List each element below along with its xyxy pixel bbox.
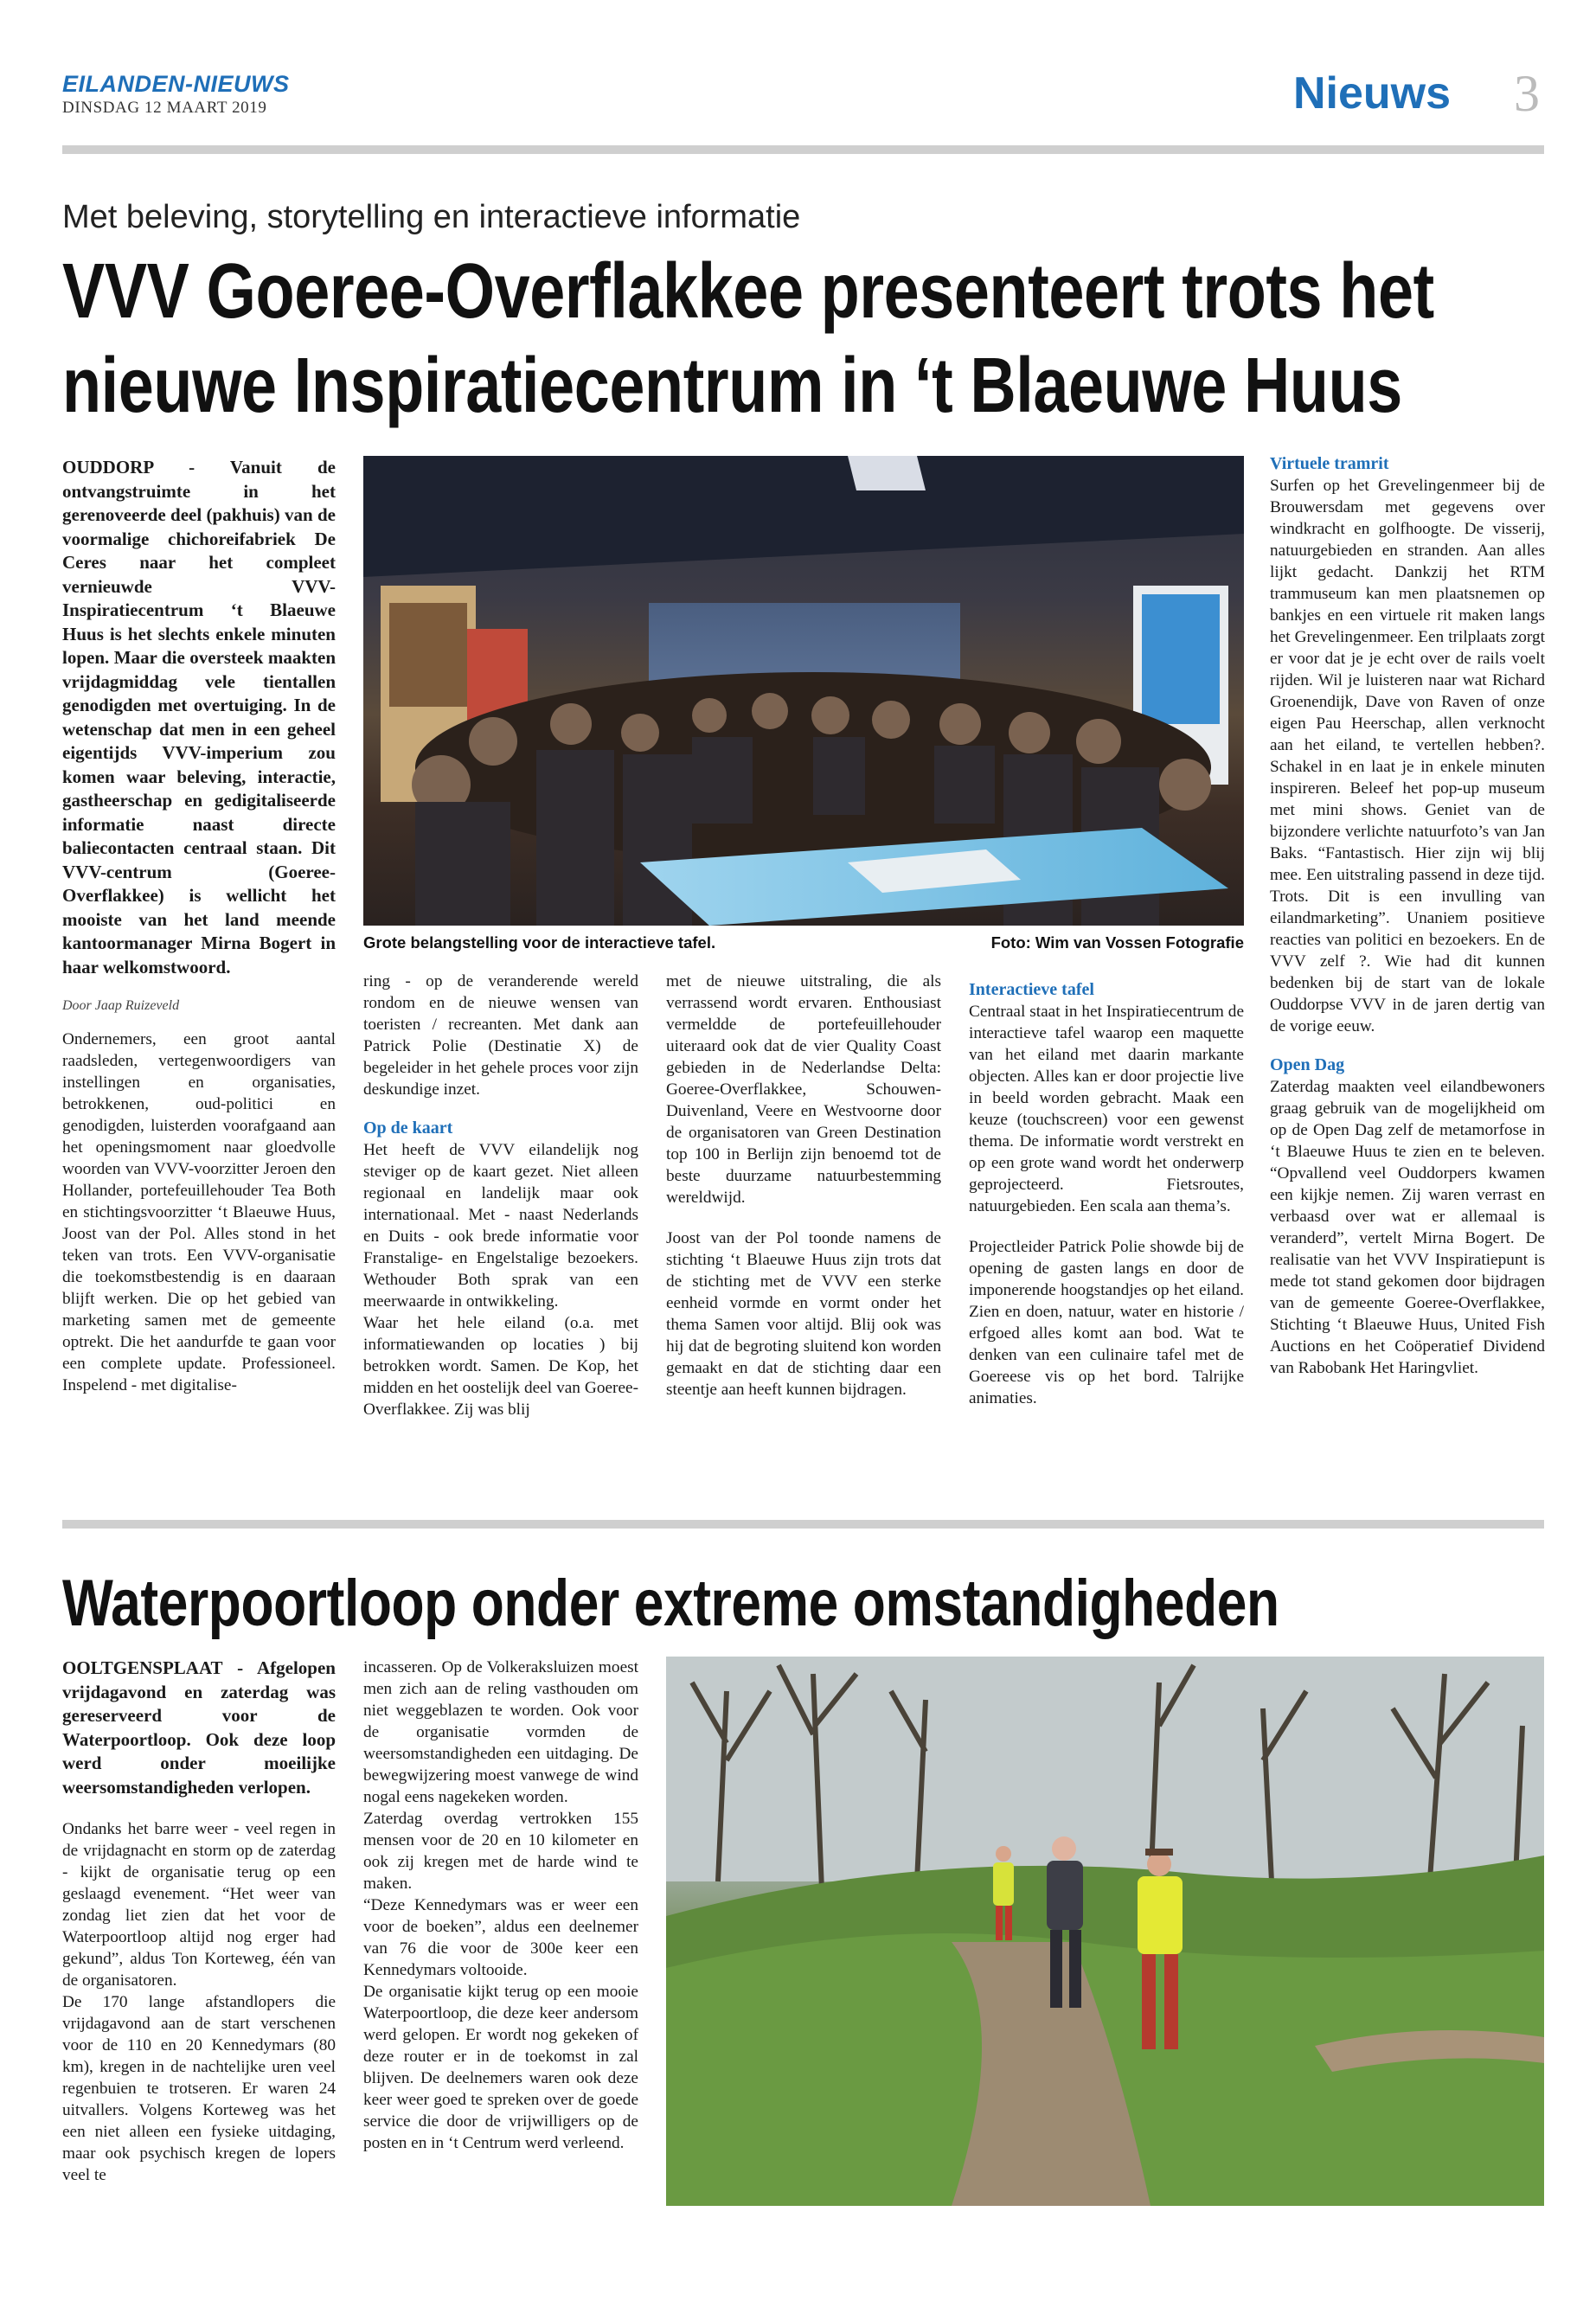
walkers-photo-illustration bbox=[666, 1657, 1544, 2206]
article-body: Zaterdag overdag vertrokken 155 mensen voor de 20 en 10 kilometer en ook zij kregen met de harde wind te maken. bbox=[363, 1810, 638, 1893]
article-body: met de nieuwe uitstraling, die als verrassend wordt ervaren. Enthousiast vermeldde de portefeuillehouder uiteraard ook dat de vier Quality Coast gebieden in de Nederlandse Delta: Goeree-Overflakkee, Schouwen-Duivenland, Veere en Westvoorne door de organisatoren van Green Destination top 100 in Berlijn zijn benoemd tot de beste duurzame natuurbestemming wereldwijd. bbox=[666, 972, 941, 1207]
article-body: Waar het hele eiland (o.a. met informatiewanden op locaties ) bij betrokken wordt. Samen. De Kop, het midden en het oostelijk deel van Goeree-Overflakkee. Zij was blij bbox=[363, 1314, 638, 1419]
article-body: Ondanks het barre weer - veel regen in de vrijdagnacht en storm op de zaterdag - kijkt de organisatie terug op een geslaagd evenement. “Het weer van zondag liet zien dat het voor de Waterpoortloop altijd nog erger had gekund”, aldus Ton Korteweg, één van de organisatoren. bbox=[62, 1820, 336, 1990]
section-title: Nieuws bbox=[1293, 68, 1452, 119]
issue-date: DINSDAG 12 MAART 2019 bbox=[62, 99, 267, 117]
masthead-logo: EILANDEN-NIEUWS bbox=[62, 71, 290, 97]
article-body: De organisatie kijkt terug op een mooie Waterpoortloop, die deze keer andersom werd gelopen. Er wordt nog gekeken of deze router er in de toekomst in zal blijven. De deelnemers waren ook deze keer weer goed te spreken over de goede service die door de vrijwilligers op de posten en in ‘t Centrum werd verleend. bbox=[363, 1983, 638, 2152]
article-kicker: Met beleving, storytelling en interactieve informatie bbox=[62, 199, 801, 235]
article1-column-4 bbox=[969, 979, 1244, 1409]
page-number: 3 bbox=[1514, 65, 1540, 122]
article-headline-line1: VVV Goeree-Overflakkee presenteert trots het bbox=[62, 248, 1434, 335]
article-body: De 170 lange afstandlopers die vrijdagavond aan de start verschenen voor de 110 en 20 Kennedymars (80 km), kregen in de nachtelijke uren veel regenbuien te trotseren. Er waren 24 uitvallers. Volgens Korteweg was het een niet alleen een fysieke uitdaging, maar ook psychisch kregen de lopers veel te bbox=[62, 1993, 336, 2184]
photo-caption: Grote belangstelling voor de interactieve tafel. bbox=[363, 933, 716, 952]
article-body: Zaterdag maakten veel eilandbewoners graag gebruik van de mogelijkheid om op de Open Dag zelf de metamorfose in ‘t Blaeuwe Huus te zien en te beleven. “Opvallend veel Ouddorpers kwamen een kijkje nemen. Zij waren verrast en verbaasd over wat er allemaal is veranderd”, vertelt Mirna Bogert. De realisatie van het VVV Inspiratiepunt is mede tot stand gekomen door bijdragen van de gemeente Goeree-Overflakkee, Stichting ‘t Blaeuwe Huus, United Fish Auctions en het Coöperatief Dividend van Rabobank Het Haringvliet. bbox=[1270, 1078, 1545, 1377]
article1-column-2 bbox=[363, 971, 638, 1420]
article1-column-1 bbox=[62, 456, 336, 1396]
subheading-open-dag: Open Dag bbox=[1270, 1055, 1345, 1074]
article-body: Centraal staat in het Inspiratiecentrum de interactieve tafel waarop een maquette van het eiland met daarin markante objecten. Alles kan er door projectie live in beeld worden gebracht. Maak een keuze (touchscreen) voor een gewenst thema. De informatie wordt verstrekt en op een grote wand wordt het onderwerp geprojecteerd. Fietsroutes, natuurgebieden. Een scala aan thema’s. bbox=[969, 1003, 1244, 1215]
header-rule bbox=[62, 145, 1544, 154]
article2-lead: OOLTGENSPLAAT - Afgelopen vrijdagavond en zaterdag was gereserveerd voor de Waterpoortloop. Ook deze loop werd onder moeilijke weersomstandigheden verlopen. bbox=[62, 1657, 336, 1798]
article2-headline: Waterpoortloop onder extreme omstandigheden bbox=[62, 1567, 1279, 1640]
article-body: Surfen op het Grevelingenmeer bij de Brouwersdam met gegevens over windkracht en golfhoogte. De visserij, natuurgebieden en stranden. Aan alles lijkt gedacht. Dankzij het RTM trammuseum kan men plaatsnemen op bankjes en een virtuele rit maken langs het Grevelingenmeer. Een trilplaats zorgt er voor dat je je echt over de rails voelt rijden. Wil je luisteren naar wat Richard Groenendijk, Dave von Raven of onze eigen Pau Heerschap, allen verknocht aan het eiland, te vertellen hebben?. Schakel in en laat je in enkele minuten inspireren. Beleef het pop-up museum met mini shows. Geniet van de bijzondere verlichte natuurfoto’s van Jan Baks. “Fantastisch. Hier zijn wij blij mee. Een uitstraling passend in deze tijd. Trots. Dit is een invulling van eilandmarketing”. Unaniem positieve reacties van politici en bezoekers. En de VVV zelf ?. Wie had dit kunnen bedenken bij de start van de lokale Ouddorpse VVV in de jaren dertig van de vorige eeuw. bbox=[1270, 477, 1545, 1035]
article-body: incasseren. Op de Volkeraksluizen moest men zich aan de reling vasthouden om niet weggeblazen te worden. Ook voor de organisatie vormden de weersomstandigheden een uitdaging. De bewegwijzering moest vanwege de wind nogal eens nagekeken worden. bbox=[363, 1658, 638, 1806]
photo-credit: Foto: Wim van Vossen Fotografie bbox=[990, 933, 1244, 952]
article2-column-1 bbox=[62, 1657, 336, 2186]
article-body: Projectleider Patrick Polie showde bij de opening de gasten langs en door de imponerende hoogstandjes op het eiland. Zien en doen, natuur, water en historie / erfgoed alles komt aan bod. Wat te denken van een culinaire tafel met de Goereese vis op het bord. Talrijke animaties. bbox=[969, 1238, 1244, 1407]
article-body: Het heeft de VVV eilandelijk nog steviger op de kaart gezet. Niet alleen regionaal en landelijk maar ook internationaal. Met - naast Nederlands en Duits - ook brede informatie voor Franstalige- en Engelstalige bezoekers. Wethouder Both sprak van een meerwaarde in ontwikkeling. bbox=[363, 1141, 638, 1311]
article-body: Ondernemers, een groot aantal raadsleden, vertegenwoordigers van instellingen en organisaties, betrokkenen, oud-politici en genodigden, luisterden voorafgaand aan het openingsmoment naar gloedvolle woorden van VVV-voorzitter Jeroen den Hollander, portefeuillehouder Tea Both en stichtingsvoorzitter ‘t Blaeuwe Huus, Joost van der Pol. Alles stond in het teken van trots. Een VVV-organisatie die toekomstbestendig is en daaraan blijft werken. Die op het gebied van marketing samen met de gemeente optrekt. Die het aandurfde te gaan voor een complete update. Professioneel. Inspelend - met digitalise- bbox=[62, 1030, 336, 1394]
subheading-op-de-kaart: Op de kaart bbox=[363, 1118, 453, 1138]
article-lead: OUDDORP - Vanuit de ontvangstruimte in het gerenoveerde deel (pakhuis) van de voormalige chichoreifabriek De Ceres naar het compleet vernieuwde VVV-Inspiratiecentrum ‘t Blaeuwe Huus is het slechts enkele minuten lopen. Maar die oversteek maakten vrijdagmiddag vele tientallen genodigden met overtuiging. In de wetenschap dat men in een geheel eigentijds VVV-imperium zou komen waar beleving, interactie, gastheerschap en gedigitaliseerde informatie naast directe baliecontacten centraal staan. Dit VVV-centrum (Goeree-Overflakkee) is wellicht het mooiste van het land meende kantoormanager Mirna Bogert in haar welkomstwoord. bbox=[62, 457, 336, 977]
article-body: ring - op de veranderende wereld rondom en de nieuwe wensen van toeristen / recreanten. Met dank aan Patrick Polie (Destinatie X) de begeleider in het gehele proces voor zijn deskundige inzet. bbox=[363, 972, 638, 1099]
photo-waterpoortloop bbox=[666, 1657, 1544, 2206]
subheading-virtuele-tramrit: Virtuele tramrit bbox=[1270, 454, 1389, 473]
crowd-photo-illustration bbox=[363, 456, 1244, 926]
photo-inspiratiecentrum bbox=[363, 456, 1244, 926]
article-headline-line2: nieuwe Inspiratiecentrum in ‘t Blaeuwe Huus bbox=[62, 343, 1402, 429]
article2-column-2 bbox=[363, 1657, 638, 2154]
article1-column-3 bbox=[666, 971, 941, 1400]
article-body: “Deze Kennedymars was er weer een voor de boeken”, aldus een deelnemer van 76 die voor de 300e keer een Kennedymars voltooide. bbox=[363, 1896, 638, 1979]
article1-column-5 bbox=[1270, 453, 1545, 1379]
article-body: Joost van der Pol toonde namens de stichting ‘t Blaeuwe Huus zijn trots dat de stichting met de VVV een sterke eenheid vormde en vormt onder het thema Samen voor altijd. Blij ook was hij dat de begroting sluitend kon worden gemaakt en dat de stichting daar een steentje aan heeft kunnen bijdragen. bbox=[666, 1229, 941, 1399]
subheading-interactieve-tafel: Interactieve tafel bbox=[969, 980, 1094, 999]
section-rule bbox=[62, 1520, 1544, 1529]
byline: Door Jaap Ruizeveld bbox=[62, 998, 180, 1013]
